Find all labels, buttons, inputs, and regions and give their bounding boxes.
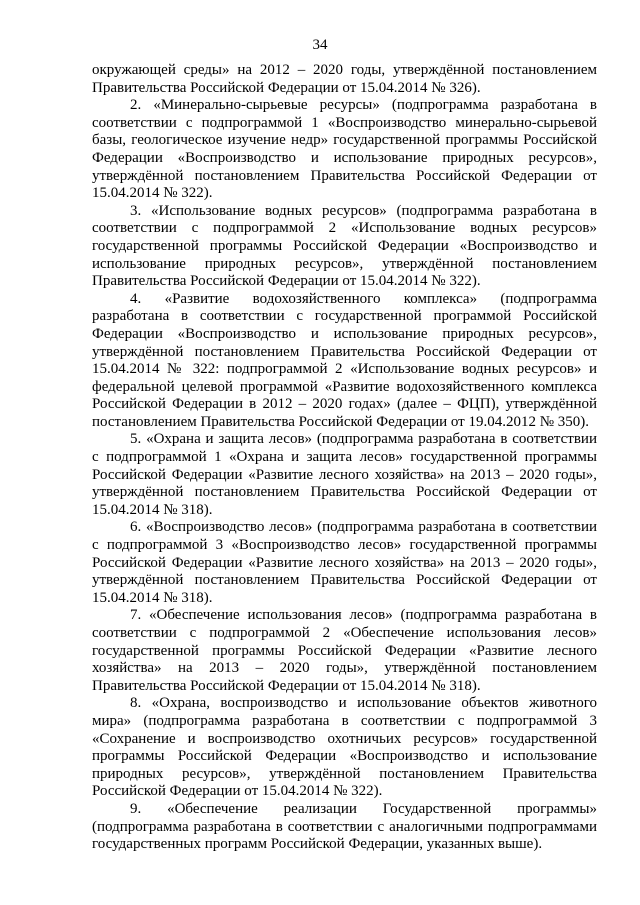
page-number: 34 — [312, 37, 328, 53]
paragraph-item-4: 4. «Развитие водохозяйственного комплекса» (подпрограмма разработана в соответствии с государственной программой Российской Федерации «Воспроизводство и использование природных ресурсов», утверждённой постановлением Правительства Российской Федерации от 15.04.2014 № 322: подпрограммой 2 «Использование водных ресурсов» и федеральной целевой программой «Развитие водохозяйственного комплекса Российской Федерации в 2012 – 2020 годах» (далее – ФЦП), утверждённой постановлением Правительства Российской Федерации от 19.04.2012 № 350). — [92, 290, 597, 430]
paragraph-item-2: 2. «Минерально-сырьевые ресурсы» (подпрограмма разработана в соответствии с подпрограммой 1 «Воспроизводство минерально-сырьевой базы, геологическое изучение недр» государственной программы Российской Федерации «Воспроизводство и использование природных ресурсов», утверждённой постановлением Правительства Российской Федерации от 15.04.2014 № 322). — [92, 97, 597, 202]
paragraph-continuation: окружающей среды» на 2012 – 2020 годы, утверждённой постановлением Правительства Российской Федерации от 15.04.2014 № 326). — [92, 62, 597, 96]
paragraph-item-5: 5. «Охрана и защита лесов» (подпрограмма разработана в соответствии с подпрограммой 1 «Охрана и защита лесов» государственной программы Российской Федерации «Развитие лесного хозяйства» на 2013 – 2020 годы», утверждённой постановлением Правительства Российской Федерации от 15.04.2014 № 318). — [92, 431, 597, 518]
paragraph-item-6: 6. «Воспроизводство лесов» (подпрограмма разработана в соответствии с подпрограммой 3 «Воспроизводство лесов» государственной программы Российской Федерации «Развитие лесного хозяйства» на 2013 – 2020 годы», утверждённой постановлением Правительства Российской Федерации от 15.04.2014 № 318). — [92, 519, 597, 606]
paragraph-item-8: 8. «Охрана, воспроизводство и использование объектов животного мира» (подпрограмма разработана в соответствии с подпрограммой 3 «Сохранение и воспроизводство охотничьих ресурсов» государственной программы Российской Федерации «Воспроизводство и использование природных ресурсов», утверждённой постановлением Правительства Российской Федерации от 15.04.2014 № 322). — [92, 695, 597, 800]
document-body — [92, 62, 597, 854]
paragraph-item-3: 3. «Использование водных ресурсов» (подпрограмма разработана в соответствии с подпрограммой 2 «Использование водных ресурсов» государственной программы Российской Федерации «Воспроизводство и использование природных ресурсов», утверждённой постановлением Правительства Российской Федерации от 15.04.2014 № 322). — [92, 202, 597, 290]
paragraph-item-7: 7. «Обеспечение использования лесов» (подпрограмма разработана в соответствии с подпрограммой 2 «Обеспечение использования лесов» государственной программы Российской Федерации «Развитие лесного хозяйства» на 2013 – 2020 годы», утверждённой постановлением Правительства Российской Федерации от 15.04.2014 № 318). — [92, 607, 597, 694]
paragraph-item-9: 9. «Обеспечение реализации Государственной программы» (подпрограмма разработана в соответствии с аналогичными подпрограммами государственных программ Российской Федерации, указанных выше). — [92, 800, 597, 853]
